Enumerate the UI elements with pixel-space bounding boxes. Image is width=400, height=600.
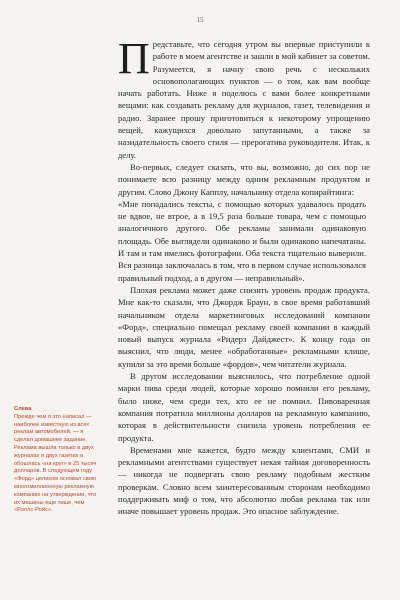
block-quote: «Мне попадались тексты, с помощью которых удавалось продать не вдвое, не втрое, а в 19,5 раза больше товара, чем с помощью аналогичного другого. Обе рекламы занимали одинаковую площадь. Обе выглядели одинаково и были одинаково напечатаны. И там и там имелись фотографии. Оба текста тщательно выверили. Вся разница заключалась в том, что в первом случае использовался правильный подход, а в другом — неправильный». bbox=[118, 198, 366, 283]
paragraph-myth: Временами мне кажется, будто между клиентами, СМИ и рекламными агентствами существует некая тайная договоренность — никогда не подвергать свою рекламу подобным жестким проверкам. Словно всем заинтересованным сторонам необходимо поддерживать миф о том, что абсолютно любая реклама так или иначе повышает уровень продаж. Это опасное заблуждение. bbox=[118, 444, 370, 517]
side-caption bbox=[14, 406, 98, 515]
paragraph-intro bbox=[118, 34, 370, 161]
page-number: 15 bbox=[196, 16, 204, 24]
paragraph-beer: В другом исследовании выяснилось, что потребление одной марки пива среди людей, которые хорошо помнили его рекламу, было ниже, чем среди тех, кто ее не помнил. Пивоваренная компания потратила миллионы долларов на рекламную кампанию, которая в действительности снизила уровень потребления ее продукта. bbox=[118, 371, 370, 443]
side-caption-heading: Слева bbox=[14, 406, 32, 412]
drop-cap: П bbox=[118, 34, 150, 83]
main-text bbox=[118, 34, 370, 518]
paragraph-kappl: Во-первых, следует сказать, что вы, возможно, до сих пор не понимаете всю разницу между одним рекламным продуктом и другим. Слово Джону Капплу, начальнику отдела копирайтинга: bbox=[118, 161, 370, 197]
paragraph-ford: Плохая реклама может даже снизить уровень продаж продукта. Мне как-то сказали, что Джордж Браун, в свое время работавший начальником отдела маркетинговых исследований компании «Форд», специально помещал рекламу своей компании в каждый новый выпуск журнала «Ридерз Дайджест». К концу года он выяснил, что люди, менее «обработанные» рекламными клише, купили за это время больше «фордов», чем читатели журнала. bbox=[118, 284, 370, 369]
paragraph-intro-text: редставьте, что сегодня утром вы впервые приступили к работе в моем агентстве и зашли в мой кабинет за советом. Разумеется, я начну свою речь с нескольких основополагающих пунктов — о том, как вам вообще начать работать. Ниже я поделюсь с вами более конкретными вещами: как создавать рекламу для журналов, газет, телевидения и радио. Заранее прошу приготовиться к некоторому упрощению вещей, кажущихся довольно запутанными, а также за назидательность своего стиля — прерогатива руководителя. Итак, к делу. bbox=[118, 39, 370, 160]
side-caption-text: Прежде чем я это написал — наиболее известную из всех реклам автомобилей, — я сделал домашнее задание. Реклама вышла только в двух журналах и двух газетах и обошлась «на круг» в 25 тысяч долларов. В следующем году «Форд» целиком основал свою многомиллионную рекламную компанию на утверждении, что их машины еще тише, чем «Роллс-Ройс». bbox=[14, 413, 97, 514]
